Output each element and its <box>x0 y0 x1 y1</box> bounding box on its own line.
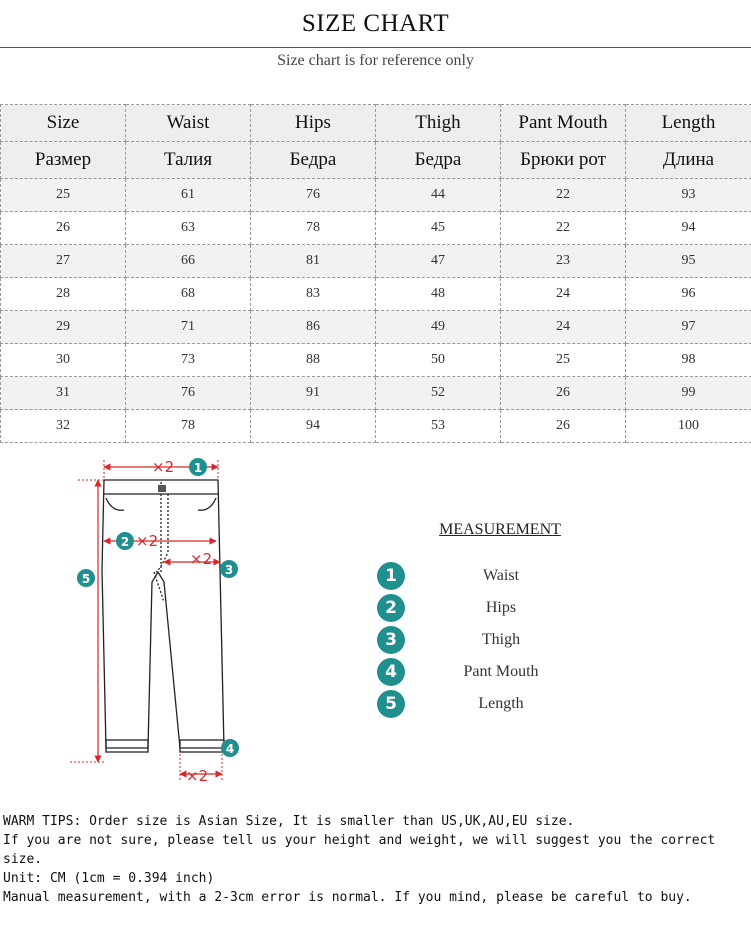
table-cell: 98 <box>626 344 751 377</box>
measurement-item-pant-mouth <box>377 658 617 686</box>
header-waist-ru: Талия <box>126 142 251 179</box>
number-4-icon: 4 <box>377 658 405 686</box>
table-cell: 96 <box>626 278 751 311</box>
header-thigh-ru: Бедра <box>376 142 501 179</box>
table-cell: 78 <box>251 212 376 245</box>
table-cell: 83 <box>251 278 376 311</box>
pants-diagram <box>60 452 260 792</box>
size-table <box>0 104 751 443</box>
pants-outline <box>102 480 224 752</box>
table-cell: 63 <box>126 212 251 245</box>
header-length: Length <box>626 105 751 142</box>
number-3-icon: 3 <box>377 626 405 654</box>
table-cell: 97 <box>626 311 751 344</box>
table-cell: 53 <box>376 410 501 443</box>
table-cell: 24 <box>501 311 626 344</box>
table-cell: 44 <box>376 179 501 212</box>
measurement-label: Length <box>478 695 524 712</box>
table-cell: 30 <box>1 344 126 377</box>
table-cell: 88 <box>251 344 376 377</box>
svg-text:2: 2 <box>120 535 130 549</box>
table-cell: 26 <box>501 377 626 410</box>
header-size-ru: Размер <box>1 142 126 179</box>
measurement-item-hips <box>377 594 617 622</box>
header-thigh: Thigh <box>376 105 501 142</box>
table-cell: 78 <box>126 410 251 443</box>
table-cell: 91 <box>251 377 376 410</box>
table-row <box>1 179 751 212</box>
table-cell: 25 <box>1 179 126 212</box>
table-cell: 81 <box>251 245 376 278</box>
waist-multiplier: ×2 <box>152 458 175 476</box>
page-title: SIZE CHART <box>301 10 450 37</box>
table-row <box>1 377 751 410</box>
measurement-label: Pant Mouth <box>463 663 539 680</box>
measurement-item-waist <box>377 562 617 590</box>
table-cell: 52 <box>376 377 501 410</box>
pant-mouth-multiplier: ×2 <box>186 767 209 785</box>
header-length-ru: Длина <box>626 142 751 179</box>
tip-line: WARM TIPS: Order size is Asian Size, It is smaller than US,UK,AU,EU size. <box>3 814 575 829</box>
hips-multiplier: ×2 <box>136 532 159 550</box>
svg-text:3: 3 <box>224 563 234 577</box>
table-cell: 26 <box>501 410 626 443</box>
tip-line: Manual measurement, with a 2-3cm error is normal. If you mind, please be careful to buy. <box>3 890 692 905</box>
table-cell: 100 <box>626 410 751 443</box>
table-row <box>1 344 751 377</box>
tip-line: If you are not sure, please tell us your height and weight, we will suggest you the correct size. <box>3 833 716 867</box>
header-pant-mouth: Pant Mouth <box>501 105 626 142</box>
header-hips-ru: Бедра <box>251 142 376 179</box>
table-cell: 95 <box>626 245 751 278</box>
measurement-item-length <box>377 690 617 718</box>
header-row-english <box>1 105 751 142</box>
table-cell: 25 <box>501 344 626 377</box>
table-cell: 76 <box>251 179 376 212</box>
table-cell: 26 <box>1 212 126 245</box>
table-cell: 29 <box>1 311 126 344</box>
number-5-icon: 5 <box>377 690 405 718</box>
table-cell: 22 <box>501 212 626 245</box>
table-cell: 27 <box>1 245 126 278</box>
header-waist: Waist <box>126 105 251 142</box>
table-row <box>1 410 751 443</box>
table-cell: 99 <box>626 377 751 410</box>
header-pant-mouth-ru: Брюки рот <box>501 142 626 179</box>
number-1-icon: 1 <box>377 562 405 590</box>
table-cell: 32 <box>1 410 126 443</box>
header-hips: Hips <box>251 105 376 142</box>
svg-text:1: 1 <box>193 461 203 475</box>
table-cell: 48 <box>376 278 501 311</box>
measurement-title: MEASUREMENT <box>439 521 561 538</box>
table-row <box>1 245 751 278</box>
header-row-russian <box>1 142 751 179</box>
table-cell: 76 <box>126 377 251 410</box>
measurement-label: Hips <box>485 599 517 616</box>
number-2-icon: 2 <box>377 594 405 622</box>
table-cell: 94 <box>626 212 751 245</box>
svg-text:5: 5 <box>81 572 91 586</box>
page-subtitle: Size chart is for reference only <box>277 52 474 69</box>
table-cell: 66 <box>126 245 251 278</box>
table-cell: 86 <box>251 311 376 344</box>
tip-line: Unit: CM (1cm = 0.394 inch) <box>3 871 215 886</box>
table-cell: 68 <box>126 278 251 311</box>
size-table-body <box>1 179 751 443</box>
measurement-item-thigh <box>377 626 617 654</box>
table-cell: 71 <box>126 311 251 344</box>
table-cell: 94 <box>251 410 376 443</box>
table-cell: 28 <box>1 278 126 311</box>
table-cell: 73 <box>126 344 251 377</box>
table-cell: 50 <box>376 344 501 377</box>
warm-tips <box>3 812 748 907</box>
table-cell: 23 <box>501 245 626 278</box>
table-cell: 45 <box>376 212 501 245</box>
table-cell: 31 <box>1 377 126 410</box>
title-divider <box>0 47 751 48</box>
header-size: Size <box>1 105 126 142</box>
table-row <box>1 311 751 344</box>
svg-text:4: 4 <box>225 742 235 756</box>
thigh-multiplier: ×2 <box>190 550 213 568</box>
table-row <box>1 278 751 311</box>
measurement-label: Waist <box>482 567 520 584</box>
measurement-label: Thigh <box>481 631 521 648</box>
table-row <box>1 212 751 245</box>
table-cell: 49 <box>376 311 501 344</box>
table-cell: 93 <box>626 179 751 212</box>
table-cell: 47 <box>376 245 501 278</box>
table-cell: 61 <box>126 179 251 212</box>
table-cell: 24 <box>501 278 626 311</box>
table-cell: 22 <box>501 179 626 212</box>
